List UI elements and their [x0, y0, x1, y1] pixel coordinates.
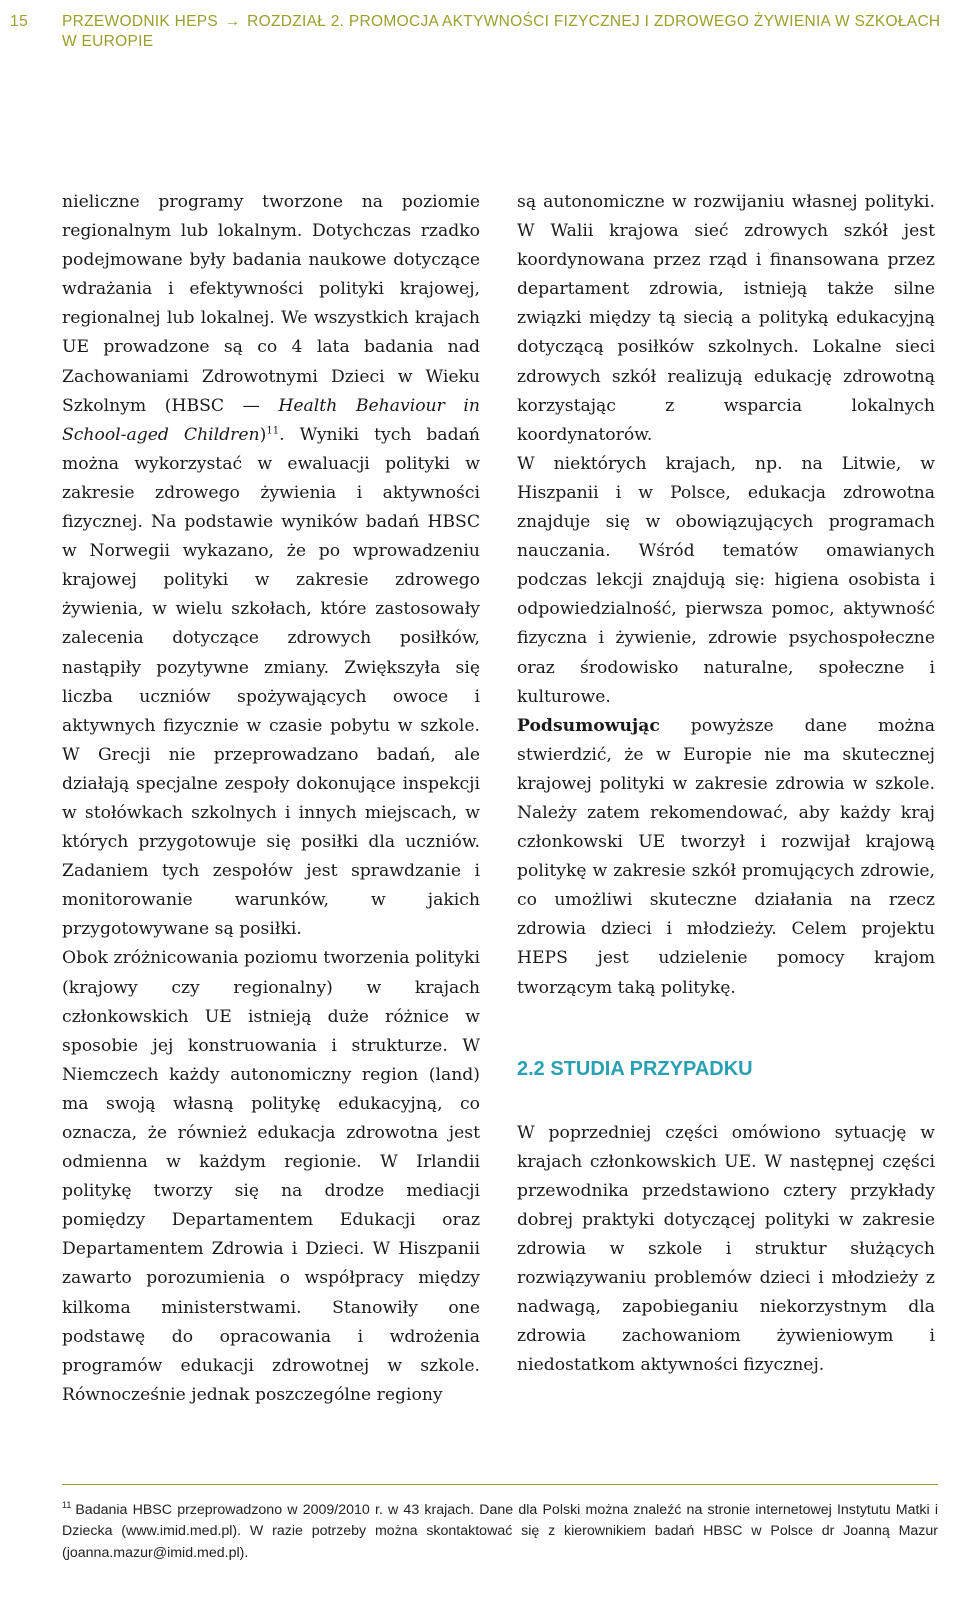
right-paragraph-4: W poprzedniej części omówiono sytuację w krajach członkowskich UE. W następnej części przewodnika przedstawiono cztery przykłady dobrej praktyki dotyczącej polityki w zakresie zdrowia w szkole i struktur służących rozwiązywaniu problemów dzieci i młodzieży z nadwagą, zapobieganiu niekorzystnym dla zdrowia zachowaniom żywieniowym i niedostatkom aktywności fizycznej.: [517, 1122, 935, 1376]
right-paragraph-1: są autonomiczne w rozwijaniu własnej polityki. W Walii krajowa sieć zdrowych szkół jest koordynowana przez rząd i finansowana przez departament zdrowia, istnieją także silne związki między tą siecią a polityką edukacyjną dotyczącą posiłków szkolnych. Lokalne sieci zdrowych szkół realizują edukację zdrowotną korzystając z wsparcia lokalnych koordynatorów.: [517, 192, 935, 445]
page-header: [0, 6, 960, 58]
left-paragraph-2: Obok zróżnicowania poziomu tworzenia polityki (krajowy czy regionalny) w krajach członkowskich UE istnieją duże różnice w sposobie jej konstruowania i strukturze. W Niemczech każdy autonomiczny region (land) ma swoją własną politykę edukacyjną, co oznacza, że również edukacja zdrowotna jest odmienna w każdym regionie. W Irlandii politykę tworzy się na drodze mediacji pomiędzy Departamentem Edukacji oraz Departamentem Zdrowia i Dzieci. W Hiszpanii zawarto porozumienia o współpracy między kilkoma ministerstwami. Stanowiły one podstawę do opracowania i wdrożenia programów edukacji zdrowotnej w szkole. Równocześnie jednak poszczególne regiony: [62, 948, 480, 1405]
arrow-right-icon: →: [224, 13, 241, 30]
right-paragraph-2: W niektórych krajach, np. na Litwie, w Hiszpanii i w Polsce, edukacja zdrowotna znajduje się w obowiązujących programach nauczania. Wśród tematów omawianych podczas lekcji znajdują się: higiena osobista i odpowiedzialność, pierwsza pomoc, aktywność fizyczna i żywienie, zdrowie psychospołeczne oraz środowisko naturalne, społeczne i kulturowe.: [517, 453, 935, 707]
right-column: [517, 188, 935, 1380]
breadcrumb-chapter: ROZDZIAŁ 2. PROMOCJA AKTYWNOŚCI FIZYCZNEJ I ZDROWEGO ŻYWIENIA W SZKOŁACH W EUROPIE: [62, 13, 941, 50]
left-column: [62, 188, 480, 1410]
breadcrumb: [62, 12, 942, 52]
section-heading: 2.2 STUDIA PRZYPADKU: [517, 1057, 753, 1080]
page-number: 15: [10, 13, 29, 30]
breadcrumb-guide: PRZEWODNIK HEPS: [62, 13, 219, 30]
footnote-ref-11[interactable]: 11: [266, 425, 280, 437]
left-paragraph-1: nieliczne programy tworzone na poziomie regionalnym lub lokalnym. Dotychczas rzadko podejmowane były badania naukowe dotyczące wdrażania i efektywności polityki krajowej, regionalnej lub lokalnej. We wszystkich krajach UE prowadzone są co 4 lata badania nad Zachowaniami Zdrowotnymi Dzieci w Wieku Szkolnym (HBSC — Health Behaviour in School-aged Children)$^{11}$. Wyniki tych badań można wykorzystać w ewaluacji polityki w zakresie zdrowego żywienia i aktywności fizycznej. Na podstawie wyników badań HBSC w Norwegii wykazano, że po wprowadzeniu krajowej polityki w zakresie zdrowego żywienia, w wielu szkołach, które zastosowały zalecenia dotyczące zdrowych posiłków, nastąpiły pozytywne zmiany. Zwiększyła się liczba uczniów spożywających owoce i aktywnych fizycznie w czasie pobytu w szkole. W Grecji nie przeprowadzano badań, ale działają specjalne zespoły dokonujące inspekcji w stołówkach szkolnych i innych miejscach, w których przygotowuje się posiłki dla uczniów. Zadaniem tych zespołów jest sprawdzanie i monitorowanie warunków, w jakich przygotowywane są posiłki.: [62, 192, 480, 940]
summary-lead: Podsumowując: [517, 715, 660, 736]
footnote: [62, 1500, 938, 1564]
footnote-text: Badania HBSC przeprowadzono w 2009/2010 r. w 43 krajach. Dane dla Polski można znaleźć na stronie internetowej Instytutu Matki i Dziecka (www.imid.med.pl). W razie potrzeby można skontaktować się z kierownikiem badań HBSC w Polsce dr Joanną Mazur (joanna.mazur@imid.med.pl).: [62, 1502, 938, 1561]
right-paragraph-3: Podsumowując powyższe dane można stwierdzić, że w Europie nie ma skutecznej krajowej polityki w zakresie zdrowia w szkole. Należy zatem rekomendować, aby każdy kraj członkowski UE tworzył i rozwijał krajową politykę w zakresie szkół promujących zdrowie, co umożliwi skuteczne działania na rzecz zdrowia dzieci i młodzieży. Celem projektu HEPS jest udzielenie pomocy krajom tworzącym taką politykę.: [517, 715, 935, 998]
footnote-number: 11: [62, 1500, 72, 1511]
footnote-divider: [62, 1484, 938, 1485]
hbsc-expansion: Health Behaviour in School-aged Children: [62, 395, 480, 445]
